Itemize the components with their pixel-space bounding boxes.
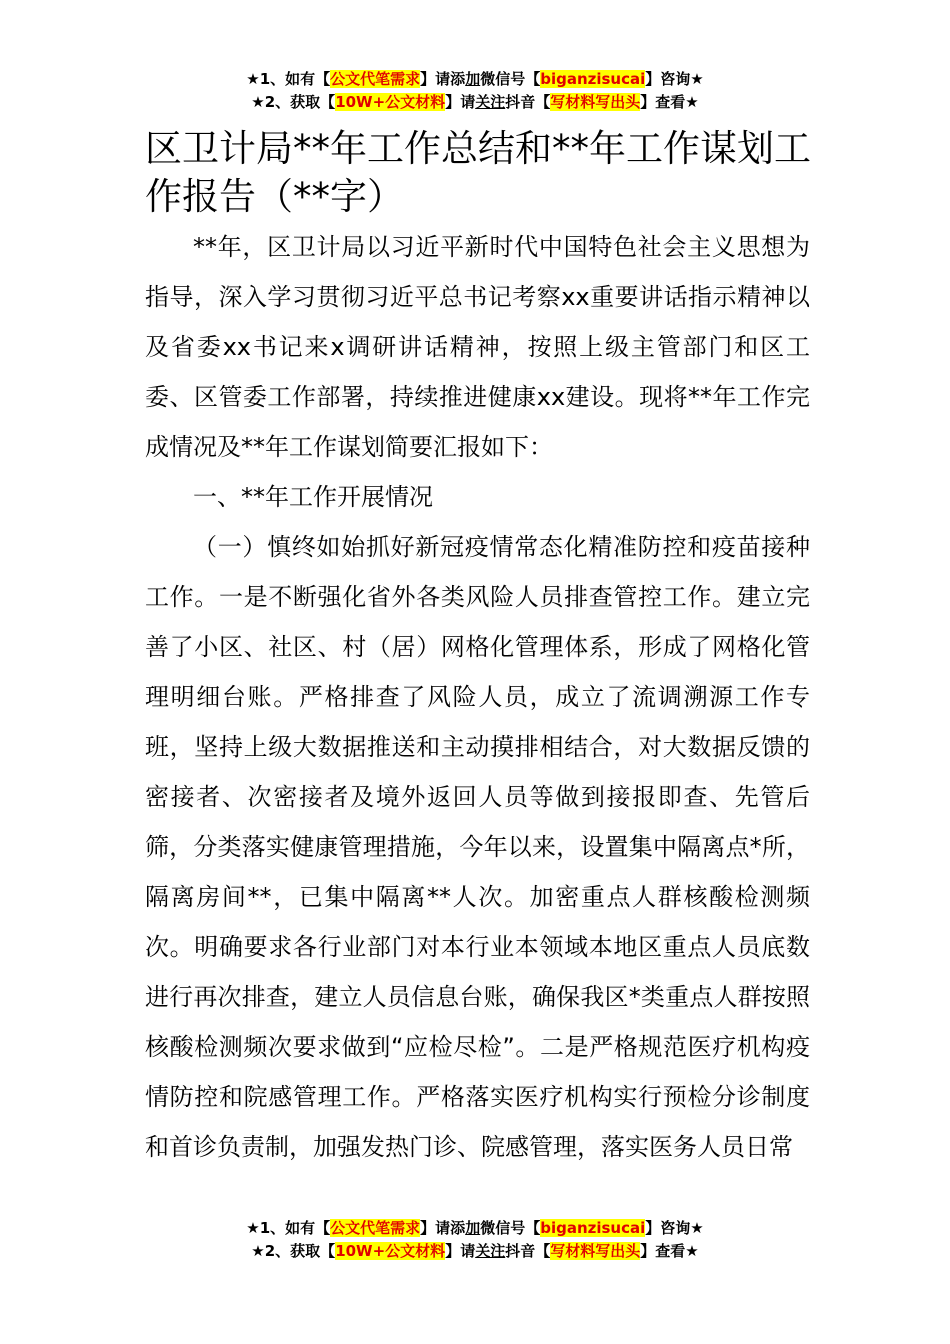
promo-text: 抖音【 bbox=[505, 1242, 551, 1260]
promo-line-2 bbox=[0, 91, 950, 114]
promo-highlight: 10W+公文材料 bbox=[335, 93, 446, 111]
promo-line-2 bbox=[0, 1240, 950, 1263]
promo-text: ★2、获取【 bbox=[251, 93, 336, 111]
wechat-id-highlight: biganzisucai bbox=[540, 1219, 646, 1237]
promo-text: 】请 bbox=[445, 93, 476, 111]
douyin-id-highlight: 写材料写出头 bbox=[550, 93, 641, 111]
promo-line-1 bbox=[0, 68, 950, 91]
promo-text: 】请 bbox=[445, 1242, 476, 1260]
document-title: 区卫计局**年工作总结和**年工作谋划工作报告（**字） bbox=[145, 127, 811, 218]
promo-highlight: 公文代笔需求 bbox=[330, 1219, 421, 1237]
promo-underline: 加 bbox=[465, 1219, 481, 1237]
wechat-id-highlight: biganzisucai bbox=[540, 70, 646, 88]
promo-underline: 关注 bbox=[475, 93, 506, 111]
promo-text: 微信号【 bbox=[480, 1219, 541, 1237]
promo-highlight: 公文代笔需求 bbox=[330, 70, 421, 88]
douyin-id-highlight: 写材料写出头 bbox=[550, 1242, 641, 1260]
intro-paragraph: **年，区卫计局以习近平新时代中国特色社会主义思想为指导，深入学习贯彻习近平总书记考察xx重要讲话指示精神以及省委xx书记来x调研讲话精神，按照上级主管部门和区工委、区管委工作部署，持续推进健康xx建设。现将**年工作完成情况及**年工作谋划简要汇报如下： bbox=[145, 233, 810, 461]
promo-highlight: 10W+公文材料 bbox=[335, 1242, 446, 1260]
promo-text: 】咨询★ bbox=[645, 1219, 704, 1237]
promo-text: ★1、如有【 bbox=[246, 70, 331, 88]
section-heading: 一、**年工作开展情况 bbox=[193, 483, 433, 511]
promo-text: 】咨询★ bbox=[645, 70, 704, 88]
promo-text: 】请添 bbox=[420, 1219, 466, 1237]
promo-text: 】请添 bbox=[420, 70, 466, 88]
promo-line-1 bbox=[0, 1217, 950, 1240]
bottom-promo-banner bbox=[0, 1217, 950, 1263]
promo-text: 】查看★ bbox=[640, 93, 699, 111]
promo-text: ★1、如有【 bbox=[246, 1219, 331, 1237]
promo-underline: 关注 bbox=[475, 1242, 506, 1260]
promo-text: 抖音【 bbox=[505, 93, 551, 111]
document-body bbox=[145, 222, 810, 1172]
promo-text: 】查看★ bbox=[640, 1242, 699, 1260]
top-promo-banner bbox=[0, 68, 950, 114]
promo-text: 微信号【 bbox=[480, 70, 541, 88]
promo-underline: 加 bbox=[465, 70, 481, 88]
promo-text: ★2、获取【 bbox=[251, 1242, 336, 1260]
body-paragraph: （一）慎终如始抓好新冠疫情常态化精准防控和疫苗接种工作。一是不断强化省外各类风险人员排查管控工作。建立完善了小区、社区、村（居）网格化管理体系，形成了网格化管理明细台账。严格排查了风险人员，成立了流调溯源工作专班，坚持上级大数据推送和主动摸排相结合，对大数据反馈的密接者、次密接者及境外返回人员等做到接报即查、先管后筛，分类落实健康管理措施，今年以来，设置集中隔离点*所，隔离房间**，已集中隔离**人次。加密重点人群核酸检测频次。明确要求各行业部门对本行业本领域本地区重点人员底数进行再次排查，建立人员信息台账，确保我区*类重点人群按照核酸检测频次要求做到“应检尽检”。二是严格规范医疗机构疫情防控和院感管理工作。严格落实医疗机构实行预检分诊制度和首诊负责制，加强发热门诊、院感管理，落实医务人员日常 bbox=[145, 533, 810, 1161]
